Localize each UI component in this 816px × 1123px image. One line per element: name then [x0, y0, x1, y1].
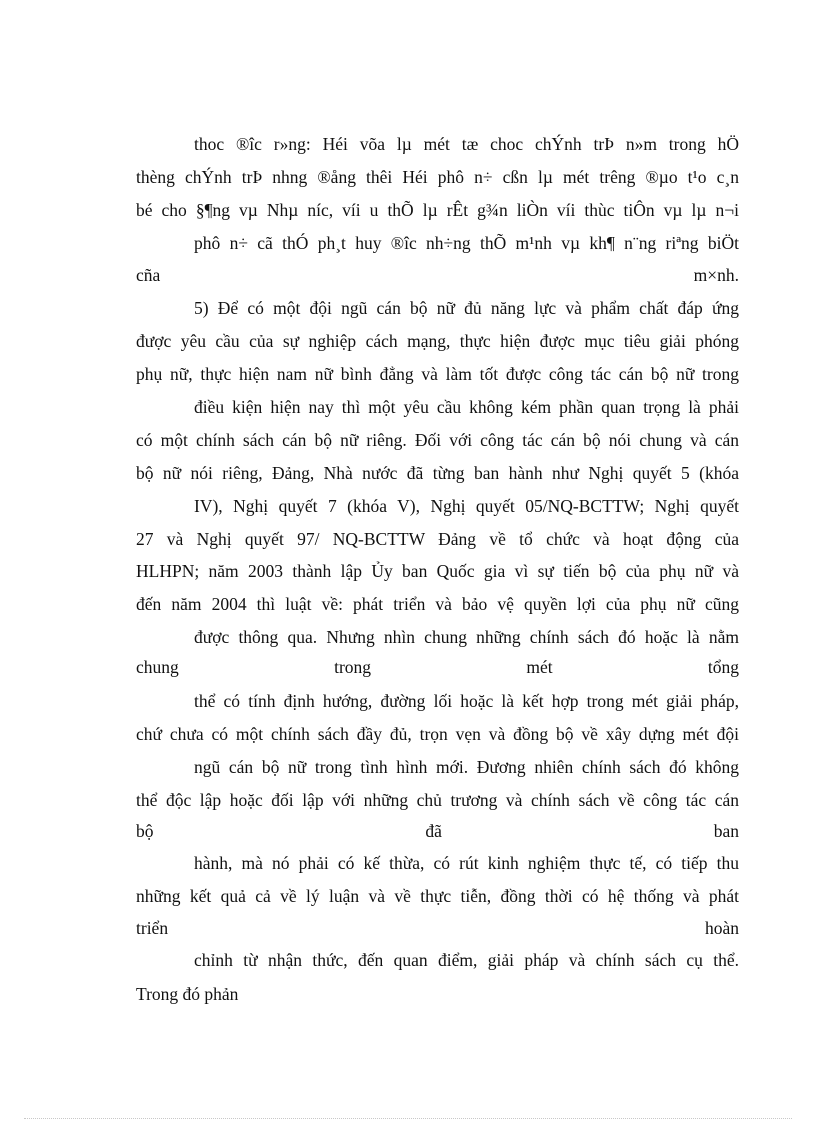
- text-line: được yêu cầu của sự nghiệp cách mạng, thực hiện được mục tiêu giải phóng: [136, 331, 739, 351]
- text-line: HLHPN; năm 2003 thành lập Ủy ban Quốc gia vì sự tiến bộ của phụ nữ và: [136, 561, 739, 581]
- text-line: hành, mà nó phải có kế thừa, có rút kinh nghiệm thực tế, có tiếp thu: [194, 853, 739, 873]
- page-bottom-rule: [24, 1118, 792, 1119]
- text-line: bé cho §¶ng vµ Nhµ níc, víi u thÕ lµ rÊt g¾n liÒn víi thùc tiÔn vµ lµ n¬i: [136, 200, 739, 220]
- text-line: cña m×nh.: [136, 265, 739, 285]
- text-line: chung trong mét tổng: [136, 657, 739, 677]
- text-line: thể có tính định hướng, đường lối hoặc là kết hợp trong mét giải pháp,: [194, 691, 739, 711]
- text-line: những kết quả cả về lý luận và về thực tiễn, đồng thời có hệ thống và phát: [136, 886, 739, 906]
- text-line: phụ nữ, thực hiện nam nữ bình đẳng và làm tốt được công tác cán bộ nữ trong: [136, 364, 739, 384]
- text-line: bộ nữ nói riêng, Đảng, Nhà nước đã từng ban hành như Nghị quyết 5 (khóa: [136, 463, 739, 483]
- text-line: thèng chÝnh trÞ nhng ®ång thêi Héi phô n÷ cßn lµ mét trêng ®µo t¹o c¸n: [136, 167, 739, 187]
- text-line: được thông qua. Nhưng nhìn chung những chính sách đó hoặc là nằm: [194, 627, 739, 647]
- text-line: chỉnh từ nhận thức, đến quan điểm, giải pháp và chính sách cụ thể.: [194, 950, 739, 970]
- text-line: thể độc lập hoặc đối lập với những chủ trương và chính sách về công tác cán: [136, 790, 739, 810]
- text-line: thoc ®îc r»ng: Héi võa lµ mét tæ choc chÝnh trÞ n»m trong hÖ: [194, 134, 739, 154]
- text-line: 27 và Nghị quyết 97/ NQ-BCTTW Đảng về tổ chức và hoạt động của: [136, 529, 739, 549]
- text-line: phô n÷ cã thÓ ph¸t huy ®îc nh÷ng thÕ m¹nh vµ kh¶ n¨ng riªng biÖt: [194, 233, 739, 253]
- text-line: ngũ cán bộ nữ trong tình hình mới. Đương nhiên chính sách đó không: [194, 757, 739, 777]
- text-line: IV), Nghị quyết 7 (khóa V), Nghị quyết 05/NQ-BCTTW; Nghị quyết: [194, 496, 739, 516]
- text-line: Trong đó phản: [136, 984, 239, 1004]
- text-line: triển hoàn: [136, 918, 739, 938]
- text-line: đến năm 2004 thì luật về: phát triển và bảo vệ quyền lợi của phụ nữ cũng: [136, 594, 739, 614]
- text-line: có một chính sách cán bộ nữ riêng. Đối với công tác cán bộ nói chung và cán: [136, 430, 739, 450]
- text-line: chứ chưa có một chính sách đầy đủ, trọn vẹn và đồng bộ về xây dựng mét đội: [136, 724, 739, 744]
- text-line: điều kiện hiện nay thì một yêu cầu không kém phần quan trọng là phải: [194, 397, 739, 417]
- text-line: bộ đã ban: [136, 821, 739, 841]
- text-line: 5) Để có một đội ngũ cán bộ nữ đủ năng lực và phẩm chất đáp ứng: [194, 298, 739, 318]
